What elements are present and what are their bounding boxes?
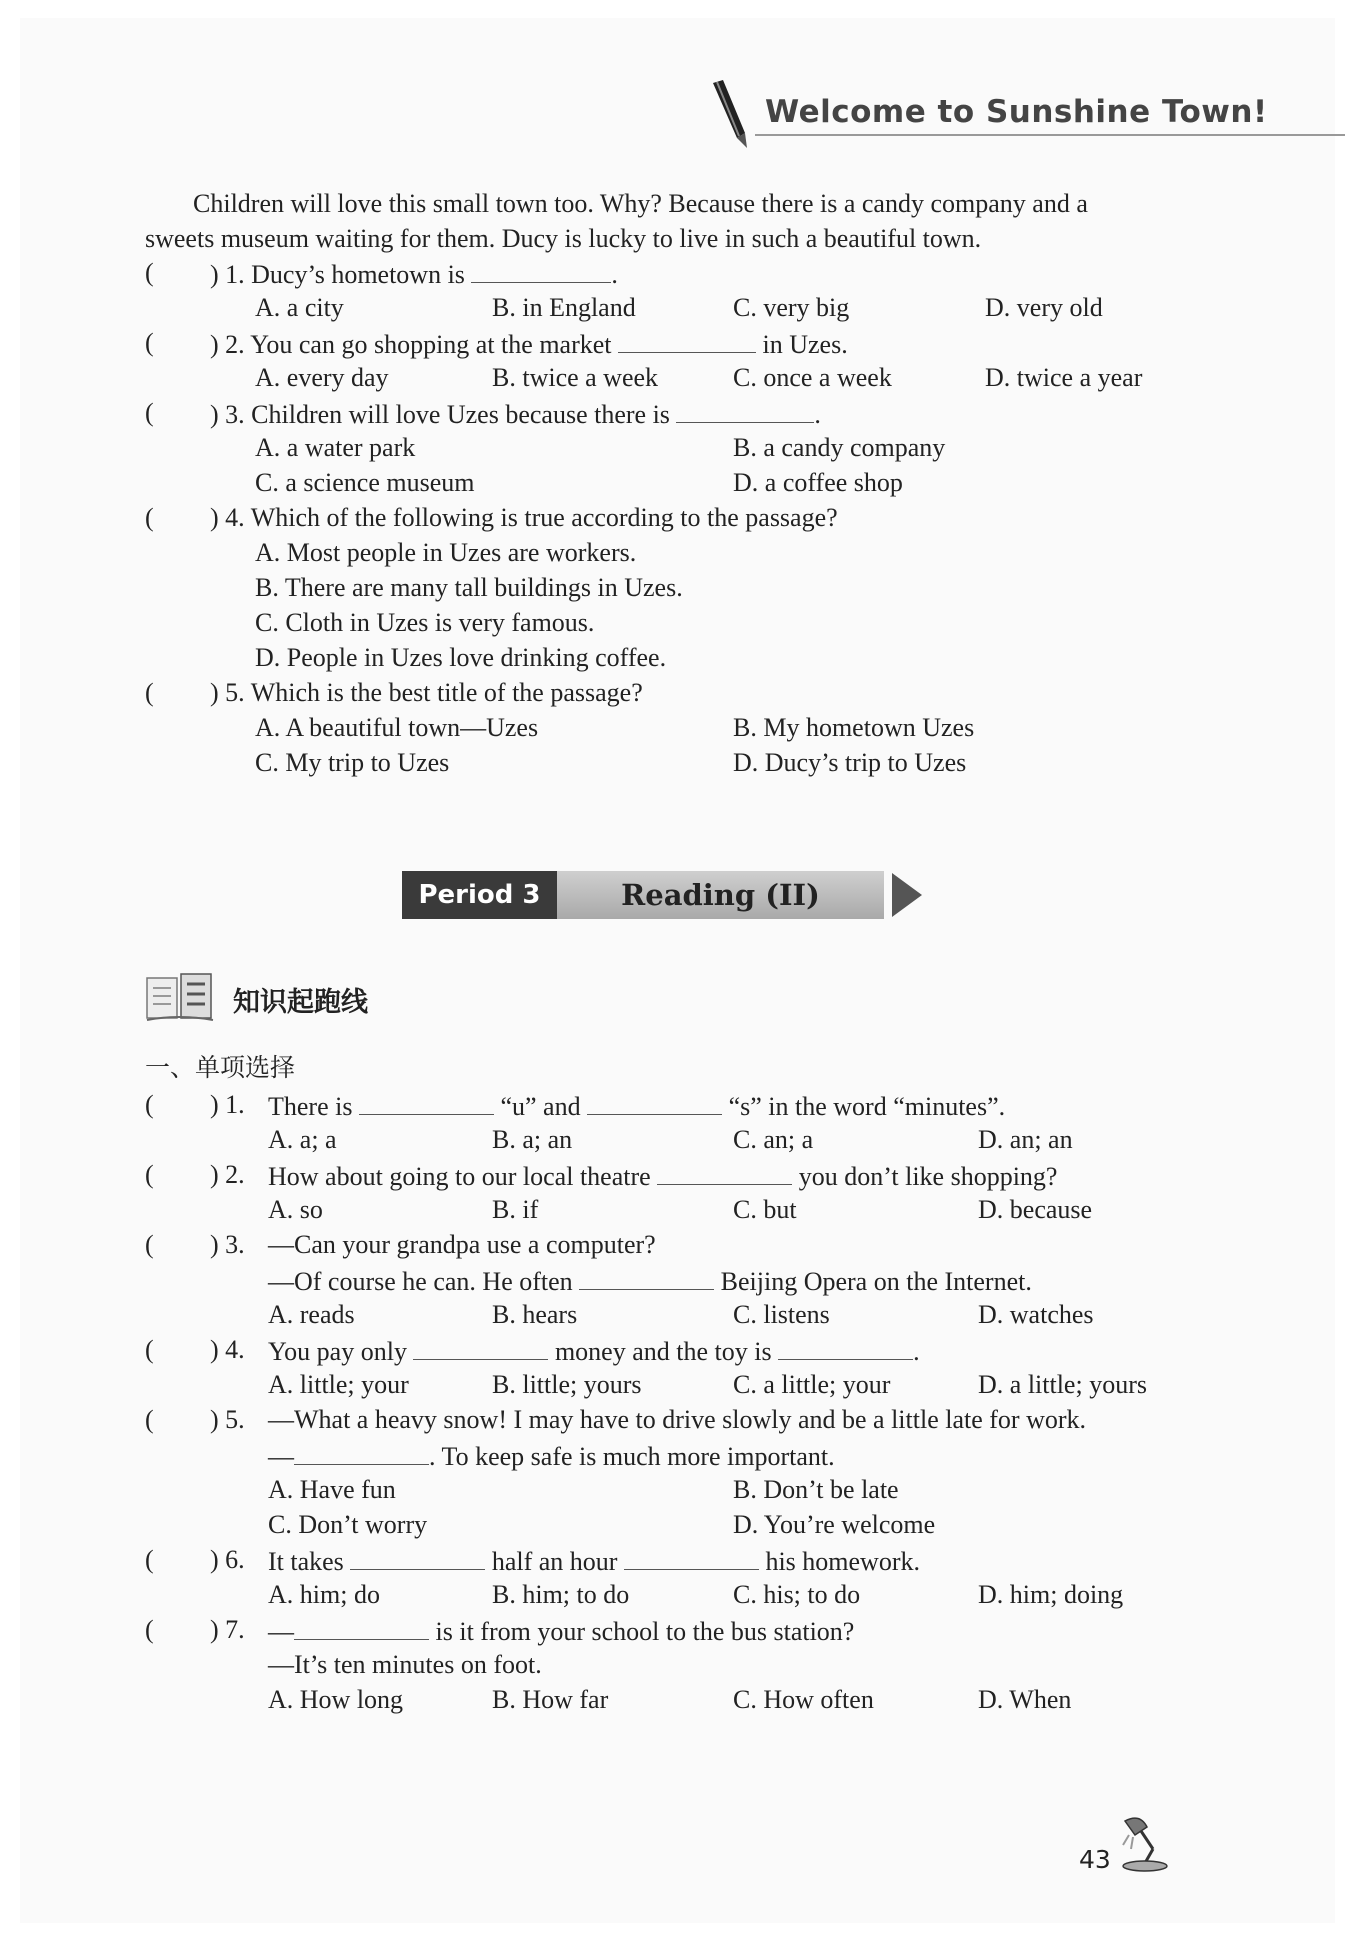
option: B. him; to do xyxy=(492,1580,630,1609)
stem-text: in Uzes. xyxy=(762,330,848,359)
question-number: ) 5. xyxy=(210,1405,245,1434)
answer-paren: ( xyxy=(145,328,154,357)
answer-blank[interactable] xyxy=(359,1090,494,1115)
question-stem: ) 5. Which is the best title of the passage? xyxy=(210,678,643,707)
question-stem: —It’s ten minutes on foot. xyxy=(268,1650,542,1679)
stem-text: . xyxy=(611,260,618,289)
passage-line: sweets museum waiting for them. Ducy is lucky to live in such a beautiful town. xyxy=(145,224,982,253)
answer-blank[interactable] xyxy=(657,1160,792,1185)
question-stem xyxy=(268,1440,835,1472)
answer-paren: ( xyxy=(145,1615,154,1644)
question-number: ) 6. xyxy=(210,1545,245,1574)
question-stem xyxy=(268,1265,1032,1297)
answer-paren: ( xyxy=(145,1335,154,1364)
period-banner xyxy=(402,871,922,919)
question-stem xyxy=(210,328,848,360)
question-stem: ) 4. Which of the following is true according to the passage? xyxy=(210,503,838,532)
option: D. a little; yours xyxy=(978,1370,1147,1399)
section-subtitle: 一、单项选择 xyxy=(145,1053,296,1082)
answer-blank[interactable] xyxy=(624,1545,759,1570)
pen-icon xyxy=(705,78,755,153)
option: C. but xyxy=(733,1195,797,1224)
stem-text: — xyxy=(268,1617,294,1646)
option: C. Cloth in Uzes is very famous. xyxy=(255,608,595,637)
answer-blank[interactable] xyxy=(587,1090,722,1115)
question-stem xyxy=(210,398,821,430)
answer-blank[interactable] xyxy=(778,1335,913,1360)
passage xyxy=(145,186,1165,256)
option: A. a city xyxy=(255,293,344,322)
stem-text: “s” in the word “minutes”. xyxy=(728,1092,1006,1121)
option: A. reads xyxy=(268,1300,355,1329)
option: D. a coffee shop xyxy=(733,468,903,497)
option: C. a science museum xyxy=(255,468,475,497)
answer-paren: ( xyxy=(145,1545,154,1574)
answer-paren: ( xyxy=(145,503,154,532)
option: A. A beautiful town—Uzes xyxy=(255,713,539,742)
question-stem xyxy=(268,1335,920,1367)
book-icon xyxy=(145,970,215,1026)
option: D. Ducy’s trip to Uzes xyxy=(733,748,967,777)
question-number: ) 4. xyxy=(210,1335,245,1364)
stem-text: ) 3. Children will love Uzes because there is xyxy=(210,400,670,429)
header-title: Welcome to Sunshine Town! xyxy=(765,94,1268,130)
option: B. twice a week xyxy=(492,363,659,392)
page-number: 43 xyxy=(1079,1845,1111,1874)
answer-blank[interactable] xyxy=(350,1545,485,1570)
answer-paren: ( xyxy=(145,1160,154,1189)
option: C. My trip to Uzes xyxy=(255,748,450,777)
option: B. if xyxy=(492,1195,539,1224)
option: C. listens xyxy=(733,1300,830,1329)
question-stem: —Can your grandpa use a computer? xyxy=(268,1230,656,1259)
option: D. People in Uzes love drinking coffee. xyxy=(255,643,667,672)
option: D. because xyxy=(978,1195,1093,1224)
answer-paren: ( xyxy=(145,258,154,287)
stem-text: “u” and xyxy=(500,1092,581,1121)
stem-text: You pay only xyxy=(268,1337,407,1366)
answer-paren: ( xyxy=(145,1230,154,1259)
stem-text: his homework. xyxy=(765,1547,920,1576)
answer-blank[interactable] xyxy=(294,1615,429,1640)
option: A. How long xyxy=(268,1685,404,1714)
question-stem xyxy=(210,258,618,290)
stem-text: It takes xyxy=(268,1547,344,1576)
header-rule xyxy=(755,134,1345,136)
stem-text: is it from your school to the bus station? xyxy=(435,1617,855,1646)
stem-text: . To keep safe is much more important. xyxy=(429,1442,835,1471)
question-number: ) 3. xyxy=(210,1230,245,1259)
answer-blank[interactable] xyxy=(676,398,814,423)
option: A. a; a xyxy=(268,1125,337,1154)
option: C. Don’t worry xyxy=(268,1510,428,1539)
desk-lamp-icon xyxy=(1115,1813,1175,1873)
question-stem xyxy=(268,1160,1057,1192)
option: D. When xyxy=(978,1685,1072,1714)
stem-text: Beijing Opera on the Internet. xyxy=(720,1267,1032,1296)
stem-text: . xyxy=(913,1337,920,1366)
option: D. twice a year xyxy=(985,363,1143,392)
answer-blank[interactable] xyxy=(294,1440,429,1465)
option: D. him; doing xyxy=(978,1580,1124,1609)
option: B. My hometown Uzes xyxy=(733,713,975,742)
option: C. How often xyxy=(733,1685,874,1714)
option: A. Most people in Uzes are workers. xyxy=(255,538,637,567)
stem-text: There is xyxy=(268,1092,353,1121)
option: D. an; an xyxy=(978,1125,1073,1154)
option: C. very big xyxy=(733,293,850,322)
question-number: ) 7. xyxy=(210,1615,245,1644)
stem-text: money and the toy is xyxy=(554,1337,772,1366)
answer-blank[interactable] xyxy=(618,328,756,353)
option: D. very old xyxy=(985,293,1103,322)
answer-paren: ( xyxy=(145,1090,154,1119)
stem-text: you don’t like shopping? xyxy=(798,1162,1058,1191)
option: B. in England xyxy=(492,293,636,322)
stem-text: ) 2. You can go shopping at the market xyxy=(210,330,612,359)
option: A. a water park xyxy=(255,433,416,462)
answer-blank[interactable] xyxy=(471,258,611,283)
option: A. him; do xyxy=(268,1580,380,1609)
question-stem xyxy=(268,1545,920,1577)
page-header xyxy=(705,78,1345,148)
option: A. Have fun xyxy=(268,1475,396,1504)
question-stem xyxy=(268,1090,1005,1122)
option: B. Don’t be late xyxy=(733,1475,899,1504)
passage-line: Children will love this small town too. Why? Because there is a candy company and a xyxy=(193,189,1088,218)
period-label: Period 3 xyxy=(402,871,557,919)
stem-text: ) 1. Ducy’s hometown is xyxy=(210,260,465,289)
answer-paren: ( xyxy=(145,1405,154,1434)
question-number: ) 2. xyxy=(210,1160,245,1189)
stem-text: . xyxy=(814,400,821,429)
option: B. a; an xyxy=(492,1125,573,1154)
question-stem: —What a heavy snow! I may have to drive slowly and be a little late for work. xyxy=(268,1405,1087,1434)
option: C. an; a xyxy=(733,1125,814,1154)
arrow-right-icon xyxy=(892,873,922,917)
answer-paren: ( xyxy=(145,398,154,427)
option: A. little; your xyxy=(268,1370,409,1399)
stem-text: —Of course he can. He often xyxy=(268,1267,573,1296)
option: A. every day xyxy=(255,363,389,392)
option: C. his; to do xyxy=(733,1580,861,1609)
section-title: 知识起跑线 xyxy=(233,987,368,1018)
answer-blank[interactable] xyxy=(579,1265,714,1290)
option: D. You’re welcome xyxy=(733,1510,936,1539)
option: C. once a week xyxy=(733,363,892,392)
option: D. watches xyxy=(978,1300,1094,1329)
answer-blank[interactable] xyxy=(413,1335,548,1360)
lesson-label: Reading (II) xyxy=(557,871,884,919)
option: C. a little; your xyxy=(733,1370,891,1399)
stem-text: — xyxy=(268,1442,294,1471)
stem-text: How about going to our local theatre xyxy=(268,1162,651,1191)
option: B. How far xyxy=(492,1685,609,1714)
stem-text: half an hour xyxy=(491,1547,618,1576)
question-number: ) 1. xyxy=(210,1090,245,1119)
answer-paren: ( xyxy=(145,678,154,707)
option: B. There are many tall buildings in Uzes. xyxy=(255,573,683,602)
option: A. so xyxy=(268,1195,323,1224)
option: B. little; yours xyxy=(492,1370,642,1399)
option: B. hears xyxy=(492,1300,578,1329)
option: B. a candy company xyxy=(733,433,946,462)
question-stem xyxy=(268,1615,854,1647)
